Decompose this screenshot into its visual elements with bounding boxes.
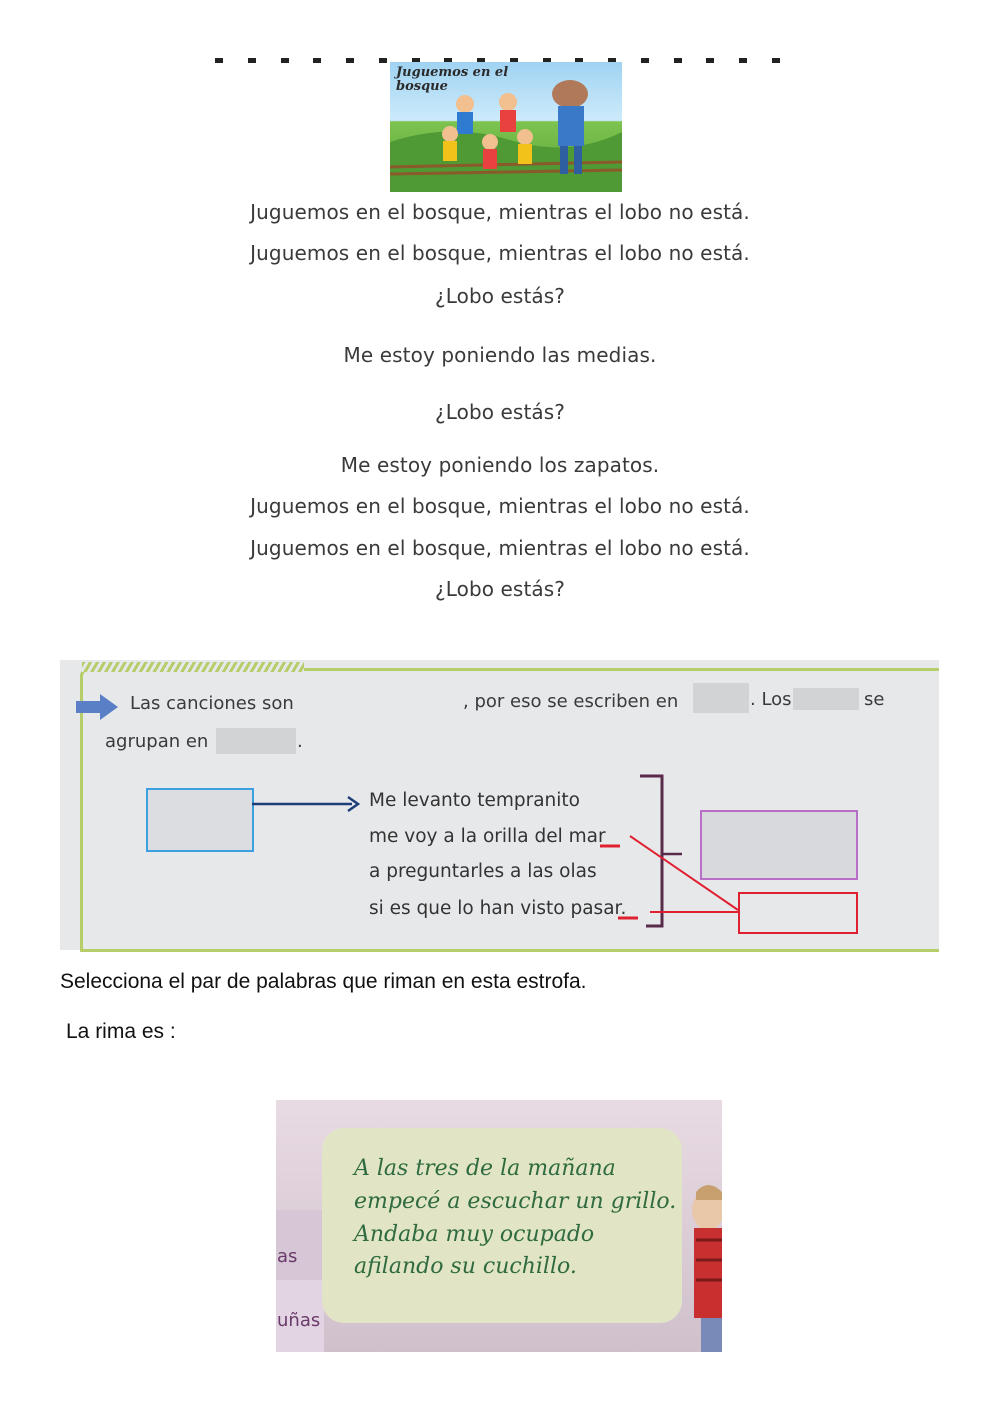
card-line-3: Andaba muy ocupado [354,1222,595,1247]
sentence-part-2: , por eso se escriben en [463,691,679,712]
answer-box-purple[interactable] [700,810,858,880]
sentence-part-3: . Los [750,689,792,710]
verse-line-2: me voy a la orilla del mar [369,826,606,847]
blank-se-escriben-en[interactable] [693,683,749,713]
poem-line-2: Juguemos en el bosque, mientras el lobo no está. [250,241,750,265]
answer-box-red[interactable] [738,892,858,934]
poem-line-9: ¿Lobo estás? [435,577,565,601]
blank-agrupan-en[interactable] [216,728,296,754]
poem-line-1: Juguemos en el bosque, mientras el lobo no está. [250,200,750,224]
poem-line-4: Me estoy poniendo las medias. [343,343,657,367]
arrow-to-verse [252,794,362,814]
blank-los[interactable] [793,688,859,710]
sentence-part-6: . [297,731,303,752]
card-side-text-2: uñas [277,1310,321,1331]
instruction-select-rhyme: Selecciona el par de palabras que riman en esta estrofa. [60,970,587,993]
instruction-rhyme-is: La rima es : [66,1020,176,1043]
sentence-part-4: se [864,689,885,710]
card-side-text-1: as [277,1246,298,1267]
verse-line-4: si es que lo han visto pasar. [369,898,627,919]
card-line-4: afilando su cuchillo. [354,1254,577,1279]
answer-box-blue[interactable] [146,788,254,852]
arrow-right-icon [76,694,120,720]
sentence-part-5: agrupan en [105,731,209,752]
card-line-2: empecé a escuchar un grillo. [354,1189,677,1214]
poem-line-6: Me estoy poniendo los zapatos. [340,453,660,477]
verse-line-3: a preguntarles a las olas [369,861,597,882]
verse-line-1: Me levanto tempranito [369,790,580,811]
blank-canciones-son[interactable] [318,688,458,718]
cover-title: Juguemos en el bosque [396,65,509,94]
poem-line-8: Juguemos en el bosque, mientras el lobo no está. [250,536,750,560]
card-line-1: A las tres de la mañana [354,1156,616,1181]
cover-illustration [390,62,622,192]
cover-drawing [390,62,622,192]
poem-line-5: ¿Lobo estás? [435,400,565,424]
poem-line-3: ¿Lobo estás? [435,284,565,308]
textbook-stripes [82,662,304,672]
sentence-part-1: Las canciones son [130,693,294,714]
poem-line-7: Juguemos en el bosque, mientras el lobo no está. [250,494,750,518]
